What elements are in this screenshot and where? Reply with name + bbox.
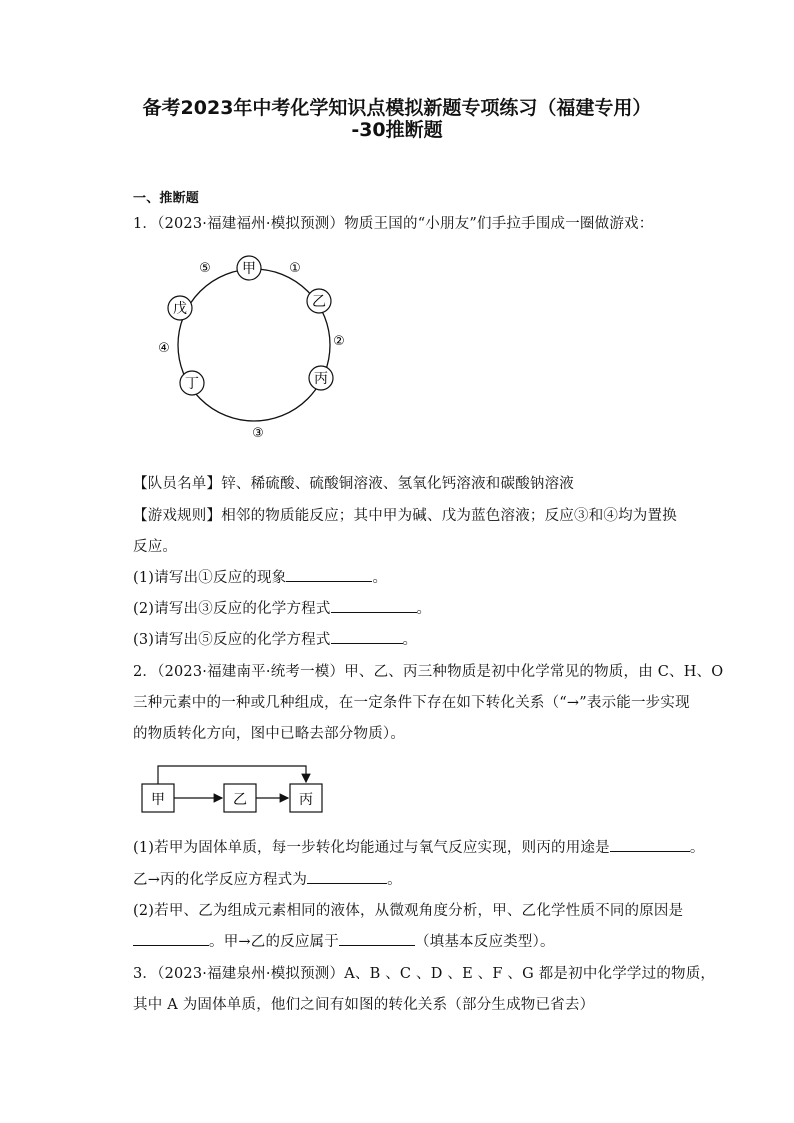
q1-roster: 【队员名单】锌、稀硫酸、硫酸铜溶液、氢氧化钙溶液和碳酸钠溶液 [133, 476, 574, 492]
q2-sub2-end: （填基本反应类型）。 [414, 934, 555, 950]
node-bing [309, 366, 333, 390]
q1-sub3-end: 。 [402, 632, 418, 648]
q2-stem: 2．（2023·福建南平·统考一模）甲、乙、丙三种物质是初中化学常见的物质，由 C、H、O [133, 664, 724, 680]
q3-stem: 3．（2023·福建泉州·模拟预测）A、B 、C 、D 、E 、F 、G 都是初中化学学过的物质， [133, 966, 716, 982]
q2-stem-cont-1: 三种元素中的一种或几种组成，在一定条件下存在如下转化关系（“→”表示能一步实现 [133, 695, 690, 711]
arrow-jia-to-bing [158, 766, 306, 784]
q2-sub2-cont [133, 930, 555, 951]
answer-blank[interactable] [286, 567, 372, 582]
ring [178, 269, 330, 421]
q2-sub1-equation-text: 乙→丙的化学反应方程式为 [133, 872, 308, 888]
node-label-bing: 丙 [314, 371, 328, 387]
document-title-line-1: 备考2023年中考化学知识点模拟新题专项练习（福建专用） [142, 97, 652, 119]
q1-sub2-end: 。 [416, 601, 432, 617]
node-label-yi: 乙 [312, 294, 326, 310]
node-jia [237, 256, 261, 280]
node-ding [180, 371, 204, 395]
node-label-ding: 丁 [185, 376, 199, 392]
q1-stem: 1．（2023·福建福州·模拟预测）物质王国的“小朋友”们手拉手围成一圈做游戏： [133, 216, 654, 232]
q2-sub2-mid: 。甲→乙的反应属于 [209, 934, 339, 950]
document-title-line-2: -30推断题 [351, 119, 443, 141]
q2-sub1-end: 。 [689, 840, 705, 856]
answer-blank[interactable] [331, 598, 417, 613]
q1-sub2-text: (2)请写出③反应的化学方程式 [133, 601, 331, 617]
node-wu [168, 296, 192, 320]
answer-blank[interactable] [133, 931, 209, 946]
q1-sub2 [133, 597, 431, 618]
answer-blank[interactable] [610, 837, 690, 852]
q1-circle-diagram [145, 252, 375, 452]
reaction-mark-2: ② [333, 334, 345, 349]
q3-stem-cont: 其中 A 为固体单质，他们之间有如图的转化关系（部分生成物已省去） [133, 997, 595, 1013]
answer-blank[interactable] [339, 931, 415, 946]
section-heading: 一、推断题 [133, 191, 200, 206]
answer-blank[interactable] [307, 869, 387, 884]
q2-sub1-equation [133, 868, 402, 889]
q1-sub1-end: 。 [372, 570, 388, 586]
q2-sub2: (2)若甲、乙为组成元素相同的液体，从微观角度分析，甲、乙化学性质不同的原因是 [133, 903, 684, 919]
q2-sub1 [133, 836, 705, 857]
reaction-mark-4: ④ [158, 341, 170, 356]
q1-sub1 [133, 566, 387, 587]
q2-stem-cont-2: 的物质转化方向，图中已略去部分物质）。 [133, 726, 406, 742]
box-label-yi: 乙 [233, 792, 247, 808]
node-label-wu: 戊 [173, 301, 187, 317]
node-label-jia: 甲 [242, 261, 256, 277]
q1-sub3 [133, 628, 417, 649]
q2-flow-diagram [140, 760, 340, 820]
q1-sub1-text: (1)请写出①反应的现象 [133, 570, 287, 586]
q2-sub1-equation-end: 。 [387, 872, 402, 888]
reaction-mark-3: ③ [252, 426, 264, 441]
q1-sub3-text: (3)请写出⑤反应的化学方程式 [133, 632, 331, 648]
q2-sub1-text: (1)若甲为固体单质，每一步转化均能通过与氧气反应实现，则丙的用途是 [133, 840, 610, 856]
box-label-bing: 丙 [299, 792, 313, 808]
reaction-mark-1: ① [289, 261, 301, 276]
q1-rules-cont: 反应。 [133, 539, 178, 555]
reaction-mark-5: ⑤ [199, 261, 211, 276]
node-yi [307, 289, 331, 313]
q1-rules: 【游戏规则】相邻的物质能反应；其中甲为碱、戊为蓝色溶液；反应③和④均为置换 [133, 508, 677, 524]
box-label-jia: 甲 [151, 792, 165, 808]
answer-blank[interactable] [331, 629, 403, 644]
